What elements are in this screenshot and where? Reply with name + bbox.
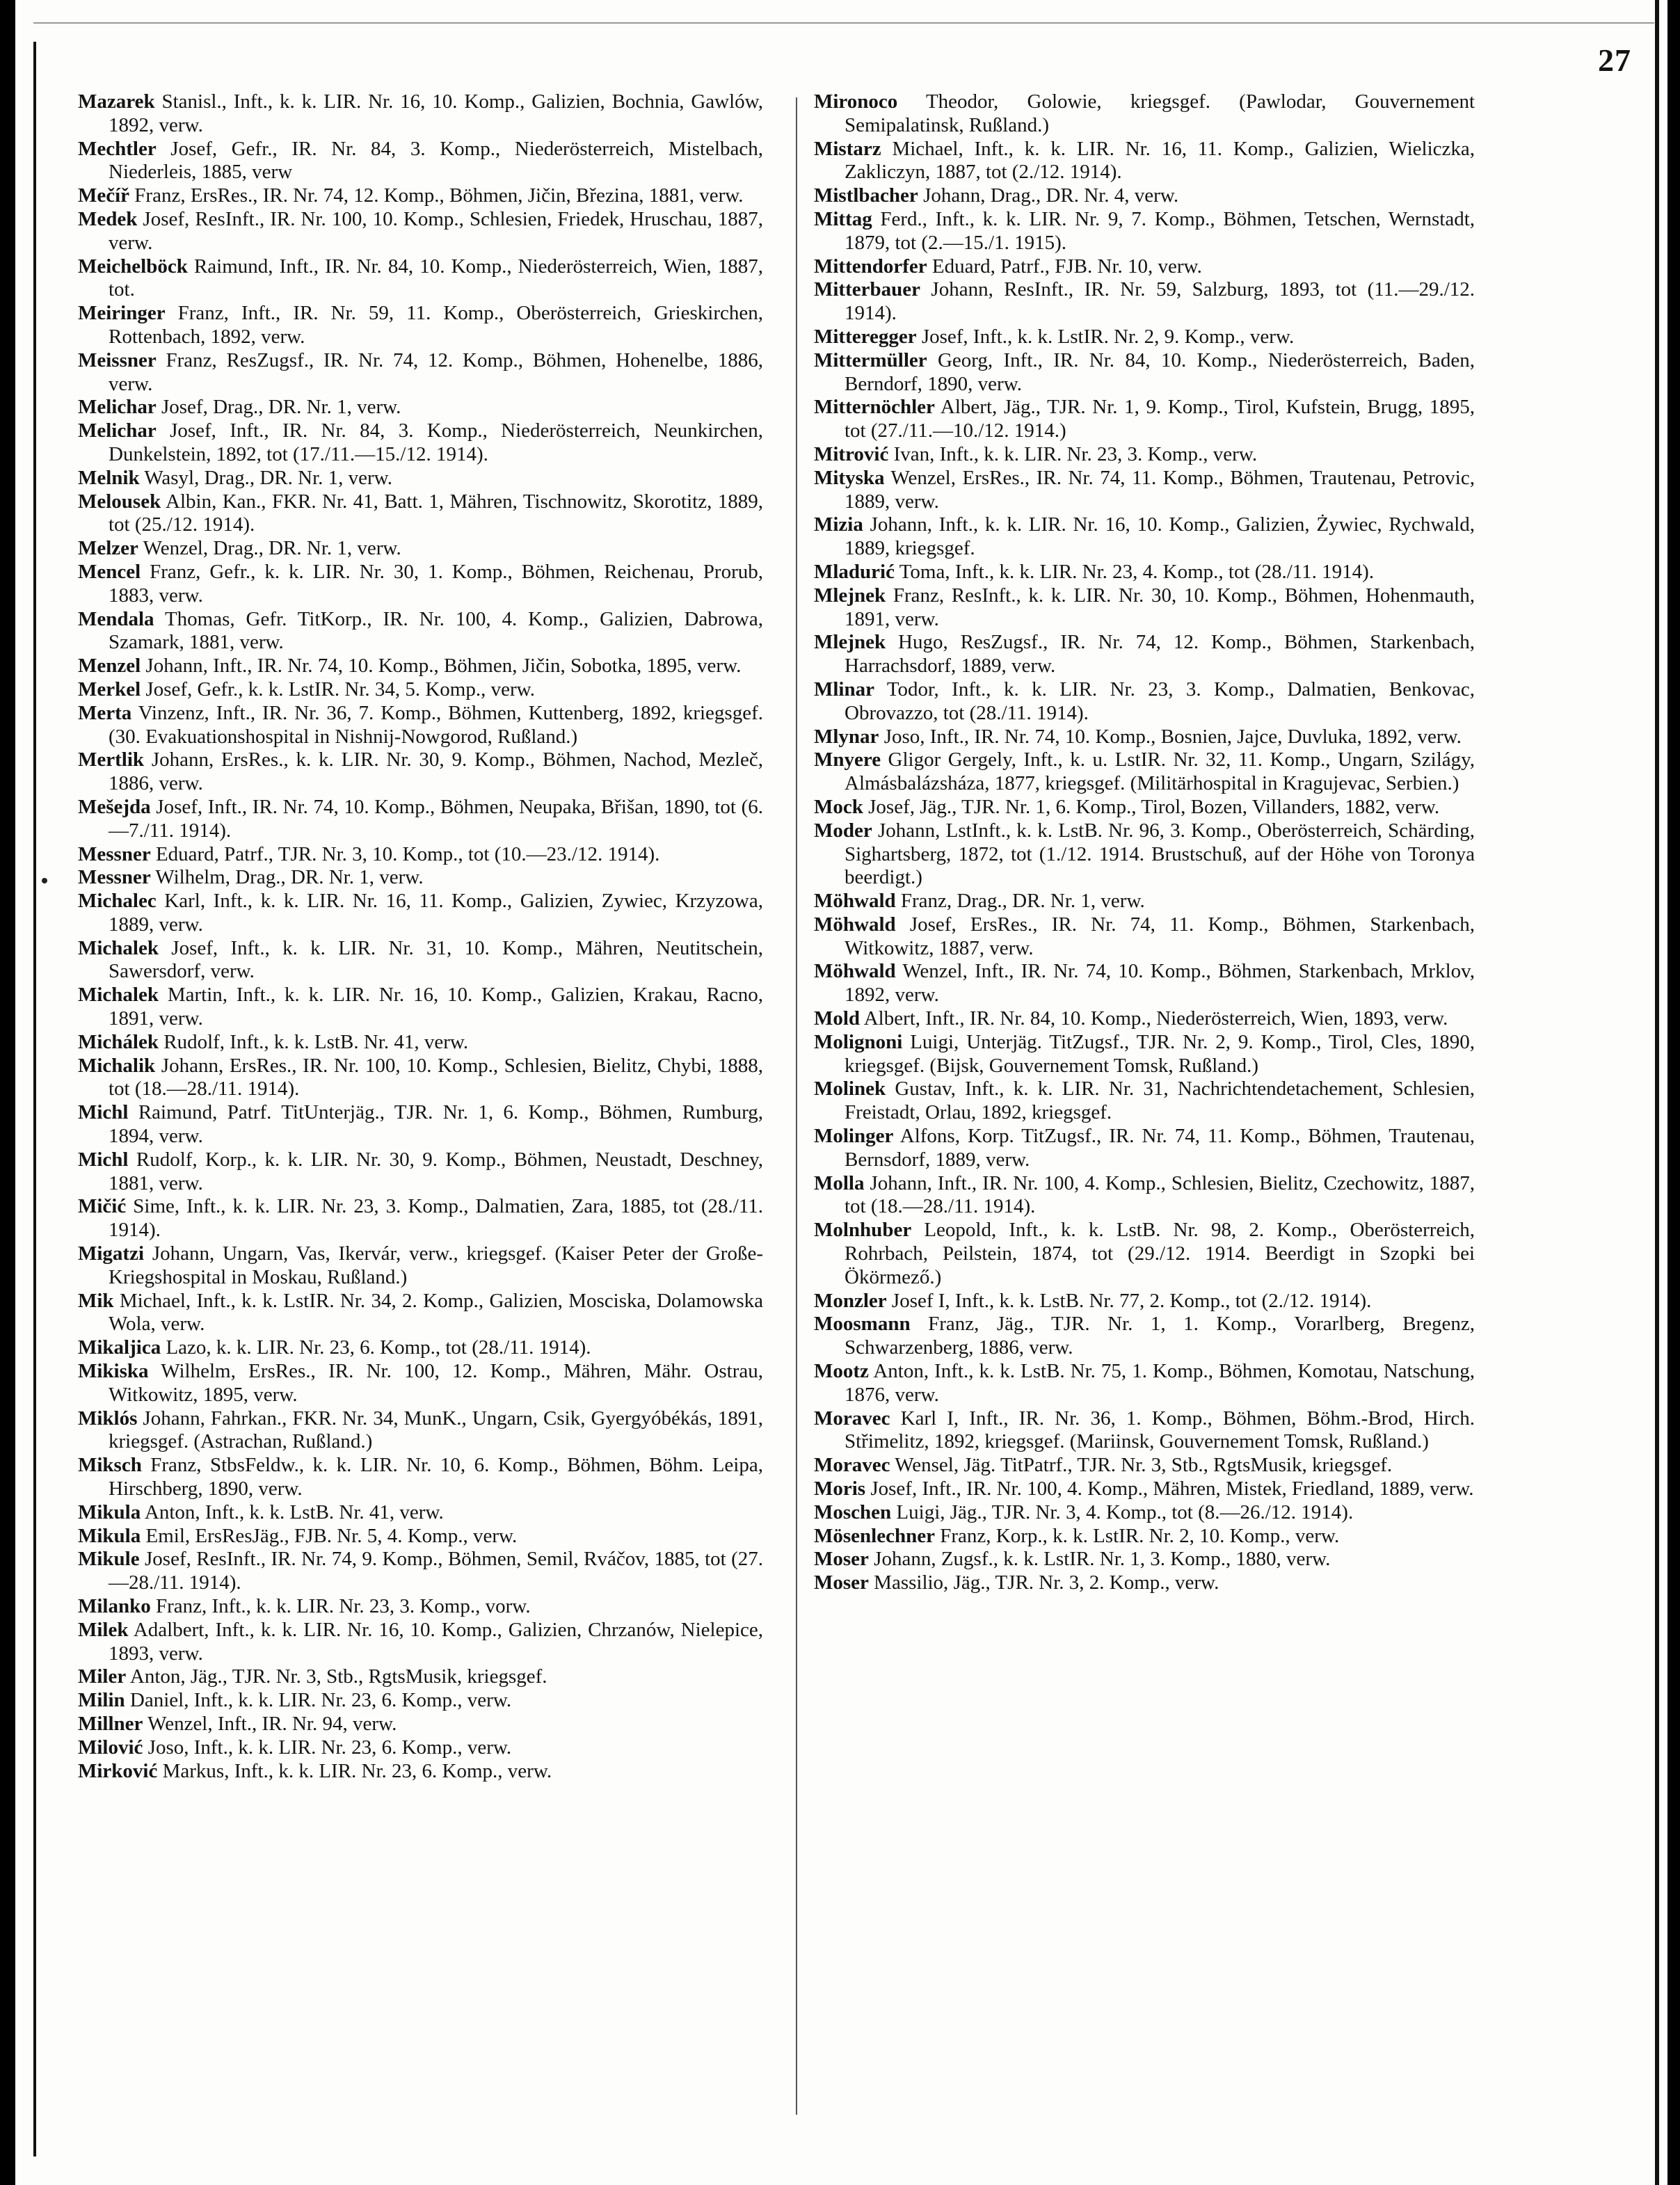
directory-entry	[814, 326, 1475, 349]
directory-entry	[814, 1031, 1475, 1078]
entry-surname: Moser	[814, 1571, 869, 1594]
entry-surname: Moravec	[814, 1407, 890, 1430]
entry-details: Josef, Inft., k. k. LstIR. Nr. 2, 9. Komp., verw.	[916, 325, 1295, 348]
entry-surname: Molnhuber	[814, 1219, 912, 1242]
directory-entry	[814, 349, 1475, 397]
entry-details: Daniel, Inft., k. k. LIR. Nr. 23, 6. Komp., verw.	[125, 1689, 512, 1712]
directory-entry	[78, 608, 763, 655]
entry-details: Todor, Inft., k. k. LIR. Nr. 23, 3. Komp., Dalmatien, Benkovac, Obrovazzo, tot (28./11. 1914).	[845, 678, 1475, 724]
entry-details: Rudolf, Korp., k. k. LIR. Nr. 30, 9. Komp., Böhmen, Neustadt, Deschney, 1881, verw.	[109, 1148, 763, 1194]
entry-surname: Mitrović	[814, 442, 889, 465]
entry-surname: Molinger	[814, 1125, 894, 1148]
directory-entry	[78, 1195, 763, 1242]
directory-entry	[78, 1031, 763, 1055]
entry-details: Josef I, Inft., k. k. LstB. Nr. 77, 2. Komp., tot (2./12. 1914).	[886, 1289, 1372, 1312]
directory-entry	[78, 866, 763, 890]
directory-entry	[78, 490, 763, 538]
entry-details: Raimund, Inft., IR. Nr. 84, 10. Komp., Niederösterreich, Wien, 1887, tot.	[109, 255, 763, 301]
entry-surname: Mironoco	[814, 90, 898, 113]
directory-entry	[78, 702, 763, 749]
entry-surname: Molla	[814, 1171, 865, 1194]
entry-details: Adalbert, Inft., k. k. LIR. Nr. 16, 10. Komp., Galizien, Chrzanów, Nielepice, 1893, verw.	[109, 1618, 763, 1665]
entry-surname: Menzel	[78, 655, 141, 678]
entry-surname: Mikiska	[78, 1360, 149, 1383]
entry-surname: Mikule	[78, 1548, 140, 1571]
directory-entry	[814, 1125, 1475, 1172]
entry-details: Josef, ErsRes., IR. Nr. 74, 11. Komp., Böhmen, Starkenbach, Witkowitz, 1887, verw.	[845, 913, 1475, 959]
entry-details: Josef, Inft., IR. Nr. 84, 3. Komp., Niederösterreich, Neunkirchen, Dunkelstein, 1892, tot (17./11.—15./12. 1914).	[109, 419, 763, 465]
directory-entry	[78, 1595, 763, 1619]
column-divider	[796, 97, 797, 2115]
entry-surname: Molinek	[814, 1078, 886, 1100]
directory-entry	[78, 1242, 763, 1290]
entry-details: Anton, Inft., k. k. LstB. Nr. 41, verw.	[141, 1500, 444, 1523]
directory-entry	[78, 1055, 763, 1102]
entry-surname: Melnik	[78, 466, 140, 489]
entry-surname: Merkel	[78, 678, 141, 701]
entry-details: Ivan, Inft., k. k. LIR. Nr. 23, 3. Komp., verw.	[888, 442, 1258, 465]
entry-details: Karl, Inft., k. k. LIR. Nr. 16, 11. Komp., Galizien, Zywiec, Krzyzowa, 1889, verw.	[109, 890, 763, 936]
entry-details: Franz, StbsFeldw., k. k. LIR. Nr. 10, 6. Komp., Böhmen, Böhm. Leipa, Hirschberg, 1890, verw.	[109, 1454, 763, 1500]
directory-entry	[78, 561, 763, 608]
entry-surname: Mendala	[78, 607, 154, 630]
directory-entry	[78, 1360, 763, 1407]
entry-details: Franz, Jäg., TJR. Nr. 1, 1. Komp., Vorarlberg, Bregenz, Schwarzenberg, 1886, verw.	[845, 1313, 1475, 1359]
right-border-rule	[1655, 0, 1659, 2185]
directory-entry	[814, 1454, 1475, 1478]
directory-entry	[78, 208, 763, 255]
directory-entry	[814, 819, 1475, 890]
entry-details: Wilhelm, ErsRes., IR. Nr. 100, 12. Komp., Mähren, Mähr. Ostrau, Witkowitz, 1895, verw.	[109, 1360, 763, 1406]
directory-entry	[814, 208, 1475, 255]
entry-surname: Mertlik	[78, 749, 145, 771]
entry-details: Wenzel, Drag., DR. Nr. 1, verw.	[138, 537, 401, 560]
entry-details: Franz, Korp., k. k. LstIR. Nr. 2, 10. Komp., verw.	[934, 1524, 1340, 1547]
directory-entry	[78, 1336, 763, 1360]
entry-details: Josef, Gefr., IR. Nr. 84, 3. Komp., Niederösterreich, Mistelbach, Niederleis, 1885, verw	[109, 137, 763, 184]
entry-details: Georg, Inft., IR. Nr. 84, 10. Komp., Niederösterreich, Baden, Berndorf, 1890, verw.	[845, 349, 1475, 395]
entry-details: Karl I, Inft., IR. Nr. 36, 1. Komp., Böhmen, Böhm.-Brod, Hirch. Střimelitz, 1892, kriegsgef. (Mariinsk, Gouvernement Tomsk, Rußland.)	[845, 1407, 1475, 1453]
directory-entry	[78, 796, 763, 843]
entry-details: Rudolf, Inft., k. k. LstB. Nr. 41, verw.	[159, 1030, 469, 1053]
entry-details: Josef, Jäg., TJR. Nr. 1, 6. Komp., Tirol, Bozen, Villanders, 1882, verw.	[863, 795, 1440, 818]
margin-dot	[42, 878, 47, 883]
entry-details: Emil, ErsResJäg., FJB. Nr. 5, 4. Komp., verw.	[141, 1524, 518, 1547]
entry-surname: Miksch	[78, 1454, 142, 1477]
directory-entry	[78, 184, 763, 208]
top-edge-shadow	[33, 22, 1654, 24]
entry-surname: Mistarz	[814, 137, 881, 160]
entry-details: Alfons, Korp. TitZugsf., IR. Nr. 74, 11. Komp., Böhmen, Trautenau, Bernsdorf, 1889, verw.	[845, 1125, 1475, 1171]
entry-details: Albert, Jäg., TJR. Nr. 1, 9. Komp., Tirol, Kufstein, Brugg, 1895, tot (27./11.—10./12. 1914.)	[845, 396, 1475, 442]
directory-entry	[78, 302, 763, 349]
entry-surname: Miklós	[78, 1407, 138, 1430]
entry-surname: Melousek	[78, 490, 161, 513]
entry-details: Josef, ResInft., IR. Nr. 74, 9. Komp., Böhmen, Semil, Rváčov, 1885, tot (27.—28./11. 1914).	[109, 1548, 763, 1594]
directory-entry	[814, 255, 1475, 279]
entry-surname: Mencel	[78, 560, 141, 583]
entry-details: Luigi, Unterjäg. TitZugsf., TJR. Nr. 2, 9. Komp., Tirol, Cles, 1890, kriegsgef. (Bijsk, Gouvernement Tomsk, Rußland.)	[845, 1030, 1475, 1077]
directory-entry	[814, 443, 1475, 467]
entry-surname: Mold	[814, 1007, 861, 1030]
entry-surname: Molignoni	[814, 1030, 903, 1053]
entry-surname: Mešejda	[78, 795, 151, 818]
entry-details: Johann, Inft., IR. Nr. 74, 10. Komp., Böhmen, Jičin, Sobotka, 1895, verw.	[141, 655, 742, 678]
entry-surname: Mikula	[78, 1500, 141, 1523]
entry-surname: Michalec	[78, 890, 157, 913]
directory-entry	[78, 1713, 763, 1736]
entry-details: Joso, Inft., IR. Nr. 74, 10. Komp., Bosnien, Jajce, Duvluka, 1892, verw.	[879, 725, 1462, 748]
entry-details: Lazo, k. k. LIR. Nr. 23, 6. Komp., tot (28./11. 1914).	[161, 1336, 591, 1359]
entry-details: Franz, Gefr., k. k. LIR. Nr. 30, 1. Komp., Böhmen, Reichenau, Prorub, 1883, verw.	[109, 560, 763, 607]
directory-entry	[78, 138, 763, 185]
entry-details: Vinzenz, Inft., IR. Nr. 36, 7. Komp., Böhmen, Kuttenberg, 1892, kriegsgef. (30. Evakuationshospital in Nishnij-Nowgorod, Rußland.)	[109, 701, 763, 748]
entry-surname: Mittendorfer	[814, 255, 927, 278]
entry-surname: Moris	[814, 1478, 866, 1500]
entry-details: Johann, Inft., IR. Nr. 100, 4. Komp., Schlesien, Bielitz, Czechowitz, 1887, tot (18.—28./11. 1914).	[845, 1171, 1475, 1218]
directory-entry	[78, 1101, 763, 1148]
entry-details: Anton, Inft., k. k. LstB. Nr. 75, 1. Komp., Böhmen, Komotau, Natschung, 1876, verw.	[845, 1360, 1475, 1406]
directory-entry	[814, 278, 1475, 326]
entry-surname: Milanko	[78, 1595, 151, 1617]
entry-surname: Möhwald	[814, 890, 896, 913]
entry-surname: Moser	[814, 1548, 869, 1571]
entry-details: Josef, Drag., DR. Nr. 1, verw.	[156, 396, 401, 419]
directory-entry	[78, 655, 763, 678]
directory-entry	[814, 1360, 1475, 1407]
entry-details: Johann, Zugsf., k. k. LstIR. Nr. 1, 3. Komp., 1880, verw.	[868, 1548, 1331, 1571]
entry-details: Franz, ResZugsf., IR. Nr. 74, 12. Komp., Böhmen, Hohenelbe, 1886, verw.	[109, 349, 763, 395]
directory-entry	[814, 138, 1475, 185]
entry-surname: Messner	[78, 866, 151, 889]
entry-surname: Michalek	[78, 936, 159, 959]
entry-surname: Melzer	[78, 537, 138, 560]
entry-details: Franz, Inft., IR. Nr. 59, 11. Komp., Oberösterreich, Grieskirchen, Rottenbach, 1892, verw.	[109, 302, 763, 348]
entry-details: Martin, Inft., k. k. LIR. Nr. 16, 10. Komp., Galizien, Krakau, Racno, 1891, verw.	[109, 984, 763, 1030]
entry-surname: Moschen	[814, 1500, 892, 1523]
directory-entry	[78, 1736, 763, 1760]
entry-details: Johann, Inft., k. k. LIR. Nr. 16, 10. Komp., Galizien, Żywiec, Rychwald, 1889, kriegsgef.	[845, 513, 1475, 560]
directory-entry	[78, 419, 763, 467]
directory-entry	[78, 467, 763, 490]
directory-entry	[78, 1548, 763, 1595]
directory-entry	[814, 1548, 1475, 1571]
entry-surname: Mechtler	[78, 137, 157, 160]
directory-entry	[814, 1219, 1475, 1289]
entry-surname: Mečíř	[78, 184, 130, 207]
entry-surname: Mizia	[814, 513, 863, 536]
directory-entry	[78, 749, 763, 796]
entry-surname: Michálek	[78, 1030, 159, 1053]
entry-surname: Mičić	[78, 1195, 127, 1218]
directory-entry	[78, 90, 763, 138]
directory-entry	[78, 678, 763, 702]
entry-details: Hugo, ResZugsf., IR. Nr. 74, 12. Komp., Böhmen, Starkenbach, Harrachsdorf, 1889, verw.	[845, 631, 1475, 678]
directory-entry	[78, 843, 763, 867]
entry-details: Franz, ErsRes., IR. Nr. 74, 12. Komp., Böhmen, Jičin, Březina, 1881, verw.	[129, 184, 744, 207]
entry-surname: Migatzi	[78, 1242, 145, 1265]
entry-details: Josef, Inft., k. k. LIR. Nr. 31, 10. Komp., Mähren, Neutitschein, Sawersdorf, verw.	[109, 936, 763, 983]
entry-surname: Monzler	[814, 1289, 887, 1312]
directory-entry	[814, 960, 1475, 1007]
entry-surname: Millner	[78, 1712, 143, 1735]
entry-surname: Mnyere	[814, 749, 881, 771]
entry-surname: Mityska	[814, 466, 885, 489]
entry-details: Johann, ResInft., IR. Nr. 59, Salzburg, 1893, tot (11.—29./12. 1914).	[845, 278, 1475, 325]
entry-surname: Milin	[78, 1689, 125, 1712]
entry-surname: Melichar	[78, 419, 157, 442]
directory-entry	[78, 1665, 763, 1689]
entry-details: Markus, Inft., k. k. LIR. Nr. 23, 6. Komp., verw.	[157, 1759, 552, 1782]
entry-details: Michael, Inft., k. k. LIR. Nr. 16, 11. Komp., Galizien, Wieliczka, Zakliczyn, 1887, tot (2./12. 1914).	[845, 137, 1475, 184]
entry-details: Toma, Inft., k. k. LIR. Nr. 23, 4. Komp., tot (28./11. 1914).	[895, 560, 1375, 583]
entry-surname: Mikula	[78, 1524, 141, 1547]
entry-details: Anton, Jäg., TJR. Nr. 3, Stb., RgtsMusik, kriegsgef.	[126, 1665, 547, 1688]
entry-details: Michael, Inft., k. k. LstIR. Nr. 34, 2. Komp., Galizien, Mosciska, Dolamowska Wola, verw.	[109, 1289, 763, 1336]
entry-details: Wilhelm, Drag., DR. Nr. 1, verw.	[150, 866, 424, 889]
entry-surname: Mlejnek	[814, 584, 886, 607]
entry-surname: Mladurić	[814, 560, 895, 583]
directory-entry	[814, 1172, 1475, 1219]
entry-details: Wenzel, Inft., IR. Nr. 74, 10. Komp., Böhmen, Starkenbach, Mrklov, 1892, verw.	[845, 960, 1475, 1007]
entry-surname: Mitteregger	[814, 325, 917, 348]
directory-entry	[814, 1407, 1475, 1455]
entry-details: Theodor, Golowie, kriegsgef. (Pawlodar, Gouvernement Semipalatinsk, Rußland.)	[845, 90, 1475, 136]
directory-entry	[78, 1525, 763, 1548]
directory-entry	[78, 396, 763, 419]
directory-entry	[814, 726, 1475, 749]
directory-entry	[814, 749, 1475, 796]
entry-surname: Mittermüller	[814, 349, 927, 371]
entry-surname: Mazarek	[78, 90, 155, 113]
entry-surname: Mock	[814, 795, 863, 818]
entry-details: Wenzel, ErsRes., IR. Nr. 74, 11. Komp., Böhmen, Trautenau, Petrovic, 1889, verw.	[845, 466, 1475, 513]
entry-details: Johann, Ungarn, Vas, Ikervár, verw., kriegsgef. (Kaiser Peter der Große-Kriegshospital in Moskau, Rußland.)	[109, 1242, 763, 1288]
directory-entry	[814, 1007, 1475, 1031]
entry-details: Joso, Inft., k. k. LIR. Nr. 23, 6. Komp., verw.	[143, 1736, 512, 1759]
directory-entry	[814, 396, 1475, 443]
directory-entry	[78, 1148, 763, 1196]
entry-surname: Moravec	[814, 1454, 890, 1477]
entry-details: Josef, Gefr., k. k. LstIR. Nr. 34, 5. Komp., verw.	[141, 678, 535, 701]
entry-details: Ferd., Inft., k. k. LIR. Nr. 9, 7. Komp., Böhmen, Tetschen, Wernstadt, 1879, tot (2.—15./1. 1915).	[845, 207, 1475, 254]
entry-surname: Moosmann	[814, 1313, 911, 1336]
entry-surname: Mlejnek	[814, 631, 886, 654]
entry-surname: Meichelböck	[78, 255, 188, 278]
entry-surname: Möhwald	[814, 960, 896, 983]
entry-details: Wensel, Jäg. TitPatrf., TJR. Nr. 3, Stb., RgtsMusik, kriegsgef.	[890, 1454, 1393, 1477]
entry-details: Albert, Inft., IR. Nr. 84, 10. Komp., Niederösterreich, Wien, 1893, verw.	[860, 1007, 1448, 1030]
entry-surname: Michalik	[78, 1054, 156, 1077]
entry-details: Luigi, Jäg., TJR. Nr. 3, 4. Komp., tot (8.—26./12. 1914).	[891, 1500, 1354, 1523]
directory-entry	[78, 1760, 763, 1784]
directory-entry	[814, 467, 1475, 514]
entry-details: Johann, LstInft., k. k. LstB. Nr. 96, 3. Komp., Oberösterreich, Schärding, Sighartsberg, 1872, tot (1./12. 1914. Brustschuß, auf der Höhe von Toronya beerdigt.)	[845, 819, 1475, 889]
entry-surname: Merta	[78, 701, 132, 724]
entry-details: Franz, Inft., k. k. LIR. Nr. 23, 3. Komp., vorw.	[150, 1595, 531, 1617]
left-border-rule	[33, 42, 36, 2156]
directory-entry	[814, 584, 1475, 632]
entry-details: Johann, ErsRes., k. k. LIR. Nr. 30, 9. Komp., Böhmen, Nachod, Mezleč, 1886, verw.	[109, 749, 763, 795]
entry-details: Johann, Fahrkan., FKR. Nr. 34, MunK., Ungarn, Csik, Gyergyóbékás, 1891, kriegsgef. (Astrachan, Rußland.)	[109, 1407, 763, 1453]
entry-details: Wasyl, Drag., DR. Nr. 1, verw.	[139, 466, 392, 489]
entry-surname: Meissner	[78, 349, 157, 371]
entry-surname: Messner	[78, 842, 151, 865]
directory-entry	[814, 513, 1475, 561]
entry-details: Thomas, Gefr. TitKorp., IR. Nr. 100, 4. Komp., Galizien, Dabrowa, Szamark, 1881, verw.	[109, 607, 763, 654]
entry-surname: Möhwald	[814, 913, 896, 936]
entry-surname: Mlynar	[814, 725, 879, 748]
directory-entry	[814, 561, 1475, 584]
directory-entry	[78, 1501, 763, 1525]
entry-details: Johann, Drag., DR. Nr. 4, verw.	[918, 184, 1179, 207]
directory-entry	[814, 90, 1475, 138]
entry-surname: Melichar	[78, 396, 157, 419]
directory-entry	[78, 537, 763, 561]
entry-surname: Mik	[78, 1289, 114, 1312]
directory-entry	[814, 1525, 1475, 1548]
entry-surname: Mitterbauer	[814, 278, 920, 301]
directory-entry	[814, 1078, 1475, 1125]
entry-surname: Mootz	[814, 1360, 869, 1383]
entry-surname: Mirković	[78, 1759, 158, 1782]
directory-entry	[78, 937, 763, 984]
directory-entry	[814, 890, 1475, 913]
entry-details: Albin, Kan., FKR. Nr. 41, Batt. 1, Mähren, Tischnowitz, Skorotitz, 1889, tot (25./12. 1914).	[109, 490, 763, 536]
directory-entry	[814, 1501, 1475, 1525]
entry-surname: Mitternöchler	[814, 396, 935, 419]
entry-surname: Miler	[78, 1665, 127, 1688]
page-number: 27	[1598, 42, 1631, 78]
entry-details: Josef, Inft., IR. Nr. 100, 4. Komp., Mähren, Mistek, Friedland, 1889, verw.	[865, 1478, 1474, 1500]
entry-details: Eduard, Patrf., TJR. Nr. 3, 10. Komp., tot (10.—23./12. 1914).	[150, 842, 660, 865]
directory-entry	[78, 1689, 763, 1713]
directory-entry	[814, 1290, 1475, 1313]
entry-details: Franz, Drag., DR. Nr. 1, verw.	[895, 890, 1145, 913]
directory-entry	[814, 184, 1475, 208]
entry-surname: Milek	[78, 1618, 129, 1641]
entry-surname: Mittag	[814, 207, 872, 230]
left-column	[78, 90, 763, 1783]
right-column	[814, 90, 1475, 1595]
directory-entry	[814, 1571, 1475, 1595]
directory-entry	[78, 890, 763, 937]
entry-surname: Moder	[814, 819, 872, 842]
entry-surname: Mlinar	[814, 678, 874, 701]
directory-entry	[78, 984, 763, 1031]
directory-entry	[814, 913, 1475, 961]
directory-entry	[814, 796, 1475, 819]
directory-entry	[814, 1478, 1475, 1501]
directory-entry	[814, 631, 1475, 678]
entry-surname: Michl	[78, 1101, 129, 1124]
entry-details: Josef, ResInft., IR. Nr. 100, 10. Komp., Schlesien, Friedek, Hruschau, 1887, verw.	[109, 207, 763, 254]
entry-details: Gligor Gergely, Inft., k. u. LstIR. Nr. 32, 11. Komp., Ungarn, Szilágy, Almásbalázsháza, 1877, kriegsgef. (Militärhospital in Kragujevac, Serbien.)	[845, 749, 1475, 795]
entry-details: Josef, Inft., IR. Nr. 74, 10. Komp., Böhmen, Neupaka, Břišan, 1890, tot (6.—7./11. 1914).	[109, 795, 763, 842]
entry-surname: Milović	[78, 1736, 143, 1759]
entry-surname: Mikaljica	[78, 1336, 161, 1359]
entry-details: Raimund, Patrf. TitUnterjäg., TJR. Nr. 1, 6. Komp., Böhmen, Rumburg, 1894, verw.	[109, 1101, 763, 1148]
entry-details: Stanisl., Inft., k. k. LIR. Nr. 16, 10. Komp., Galizien, Bochnia, Gawlów, 1892, verw.	[109, 90, 763, 136]
entry-details: Wenzel, Inft., IR. Nr. 94, verw.	[143, 1712, 397, 1735]
directory-entry	[78, 1290, 763, 1337]
entry-surname: Mistlbacher	[814, 184, 918, 207]
entry-details: Gustav, Inft., k. k. LIR. Nr. 31, Nachrichtendetachement, Schlesien, Freistadt, Orlau, 1892, kriegsgef.	[845, 1078, 1475, 1124]
directory-entry	[78, 349, 763, 397]
entry-surname: Michl	[78, 1148, 129, 1171]
directory-entry	[814, 1313, 1475, 1360]
entry-details: Leopold, Inft., k. k. LstB. Nr. 98, 2. Komp., Oberösterreich, Rohrbach, Peilstein, 1874, tot (29./12. 1914. Beerdigt in Szopki bei Ökörmező.)	[845, 1219, 1475, 1288]
entry-details: Sime, Inft., k. k. LIR. Nr. 23, 3. Komp., Dalmatien, Zara, 1885, tot (28./11. 1914).	[109, 1195, 763, 1242]
entry-surname: Meiringer	[78, 302, 166, 325]
directory-entry	[78, 1407, 763, 1455]
document-page	[15, 0, 1667, 2185]
directory-entry	[78, 255, 763, 303]
entry-details: Eduard, Patrf., FJB. Nr. 10, verw.	[927, 255, 1202, 278]
entry-surname: Michalek	[78, 984, 159, 1007]
entry-details: Franz, ResInft., k. k. LIR. Nr. 30, 10. Komp., Böhmen, Hohenmauth, 1891, verw.	[845, 584, 1475, 630]
directory-entry	[78, 1619, 763, 1666]
entry-surname: Medek	[78, 207, 138, 230]
directory-entry	[814, 678, 1475, 726]
directory-entry	[78, 1454, 763, 1501]
entry-details: Massilio, Jäg., TJR. Nr. 3, 2. Komp., verw.	[868, 1571, 1219, 1594]
entry-surname: Mösenlechner	[814, 1524, 935, 1547]
entry-details: Johann, ErsRes., IR. Nr. 100, 10. Komp., Schlesien, Bielitz, Chybi, 1888, tot (18.—28./11. 1914).	[109, 1054, 763, 1100]
